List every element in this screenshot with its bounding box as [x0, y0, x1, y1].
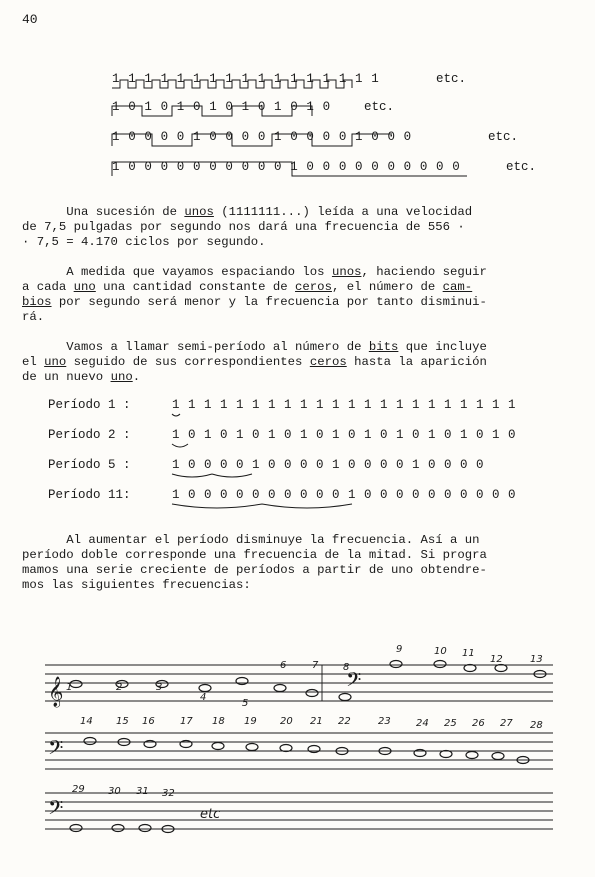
note-number: 4 — [200, 692, 207, 703]
period-label-1: Período 1 : — [48, 398, 131, 412]
bass-clef-icon: 𝄢 — [346, 668, 362, 696]
note-number: 22 — [338, 716, 351, 727]
note-number: 29 — [72, 784, 85, 795]
note-number: 10 — [434, 646, 447, 657]
period-label-11: Período 11: — [48, 488, 131, 502]
note-number: 13 — [530, 654, 543, 665]
text-span: · 7,5 = 4.170 ciclos por segundo. — [22, 235, 266, 249]
underlined-word: bits — [368, 340, 399, 354]
period-label-5: Período 5 : — [48, 458, 131, 472]
waveform-line-3: 1 0 0 0 0 1 0 0 0 0 1 0 0 0 0 1 0 0 0 — [112, 130, 412, 144]
period-bits-1: 1 1 1 1 1 1 1 1 1 1 1 1 1 1 1 1 1 1 1 1 1 1 — [172, 398, 517, 412]
text-span: mamos una serie creciente de períodos a partir de uno obtendre- — [22, 563, 487, 577]
text-span: de 7,5 pulgadas por segundo nos dará una frecuencia de 556 · — [22, 220, 465, 234]
text-span: rá. — [22, 310, 45, 324]
treble-clef-icon: 𝄞 — [48, 677, 64, 707]
note-number: 24 — [416, 718, 429, 729]
text-span: por segundo será menor y la frecuencia por tanto disminui- — [51, 295, 487, 309]
underlined-word: cam- — [442, 280, 473, 294]
note-number: 5 — [242, 698, 249, 709]
underlined-word: uno — [73, 280, 96, 294]
bass-clef-icon-3: 𝄢 — [48, 796, 64, 824]
text-span: , haciendo seguir — [361, 265, 487, 279]
etc-3: etc. — [488, 130, 519, 144]
note-number: 28 — [530, 720, 543, 731]
note-number: 9 — [396, 644, 403, 655]
note-number: 31 — [136, 786, 149, 797]
text-span: seguido de sus correspondientes — [66, 355, 310, 369]
note-number: 17 — [180, 716, 193, 727]
note-number: 2 — [116, 682, 123, 693]
period-bits-2: 1 0 1 0 1 0 1 0 1 0 1 0 1 0 1 0 1 0 1 0 1 0 — [172, 428, 517, 442]
note-number: 25 — [444, 718, 457, 729]
period-label-2: Período 2 : — [48, 428, 131, 442]
underlined-word: bios — [22, 295, 52, 309]
note-number: 32 — [162, 788, 175, 799]
underlined-word: uno — [44, 355, 67, 369]
note-number: 20 — [280, 716, 293, 727]
text-span: Vamos a llamar semi-período al número de — [22, 340, 369, 354]
text-span: el — [22, 355, 45, 369]
note-number: 23 — [378, 716, 391, 727]
text-span: Una sucesión de — [22, 205, 185, 219]
text-span: A medida que vayamos espaciando los — [22, 265, 332, 279]
page-number: 40 — [22, 12, 38, 27]
note-number: 27 — [500, 718, 513, 729]
text-span: mos las siguientes frecuencias: — [22, 578, 251, 592]
text-span: hasta la aparición — [346, 355, 487, 369]
note-number: 21 — [310, 716, 323, 727]
note-number: 16 — [142, 716, 155, 727]
text-span: a cada — [22, 280, 74, 294]
note-number: 19 — [244, 716, 257, 727]
note-number: 11 — [462, 648, 475, 659]
underlined-word: ceros — [295, 280, 332, 294]
text-span: Al aumentar el período disminuye la frecuencia. Así a un — [22, 533, 480, 547]
text-span: , el número de — [331, 280, 443, 294]
etc-2: etc. — [364, 100, 395, 114]
underlined-word: ceros — [309, 355, 347, 369]
text-span: . — [132, 370, 141, 384]
text-span: de un nuevo — [22, 370, 111, 384]
text-span: que incluye — [398, 340, 487, 354]
underlined-word: unos — [184, 205, 214, 219]
period-bits-5: 1 0 0 0 0 1 0 0 0 0 1 0 0 0 0 1 0 0 0 0 — [172, 458, 485, 472]
underlined-word: uno — [110, 370, 133, 384]
period-bits-11: 1 0 0 0 0 0 0 0 0 0 0 1 0 0 0 0 0 0 0 0 0 0 — [172, 488, 517, 502]
note-number: 12 — [490, 654, 503, 665]
text-span: una cantidad constante de — [95, 280, 296, 294]
note-number: 7 — [312, 660, 319, 671]
text-span: (1111111...) leída a una velocidad — [213, 205, 473, 219]
note-number: 6 — [280, 660, 287, 671]
etc-4: etc. — [506, 160, 537, 174]
waveform-line-1: 1 1 1 1 1 1 1 1 1 1 1 1 1 1 1 1 1 — [112, 72, 380, 86]
etc-label: etc — [200, 807, 221, 822]
waveform-line-4: 1 0 0 0 0 0 0 0 0 0 0 1 0 0 0 0 0 0 0 0 0 0 — [112, 160, 461, 174]
note-number: 15 — [116, 716, 129, 727]
text-span: período doble corresponde una frecuencia de la mitad. Si progra — [22, 548, 487, 562]
note-number: 3 — [156, 682, 163, 693]
waveform-line-2: 1 0 1 0 1 0 1 0 1 0 1 0 1 0 — [112, 100, 331, 114]
etc-1: etc. — [436, 72, 467, 86]
note-number: 8 — [343, 662, 350, 673]
underlined-word: unos — [331, 265, 362, 279]
note-number: 1 — [66, 682, 73, 693]
note-number: 18 — [212, 716, 225, 727]
note-number: 14 — [80, 716, 93, 727]
bass-clef-icon-2: 𝄢 — [48, 736, 64, 764]
note-number: 26 — [472, 718, 485, 729]
note-number: 30 — [108, 786, 121, 797]
